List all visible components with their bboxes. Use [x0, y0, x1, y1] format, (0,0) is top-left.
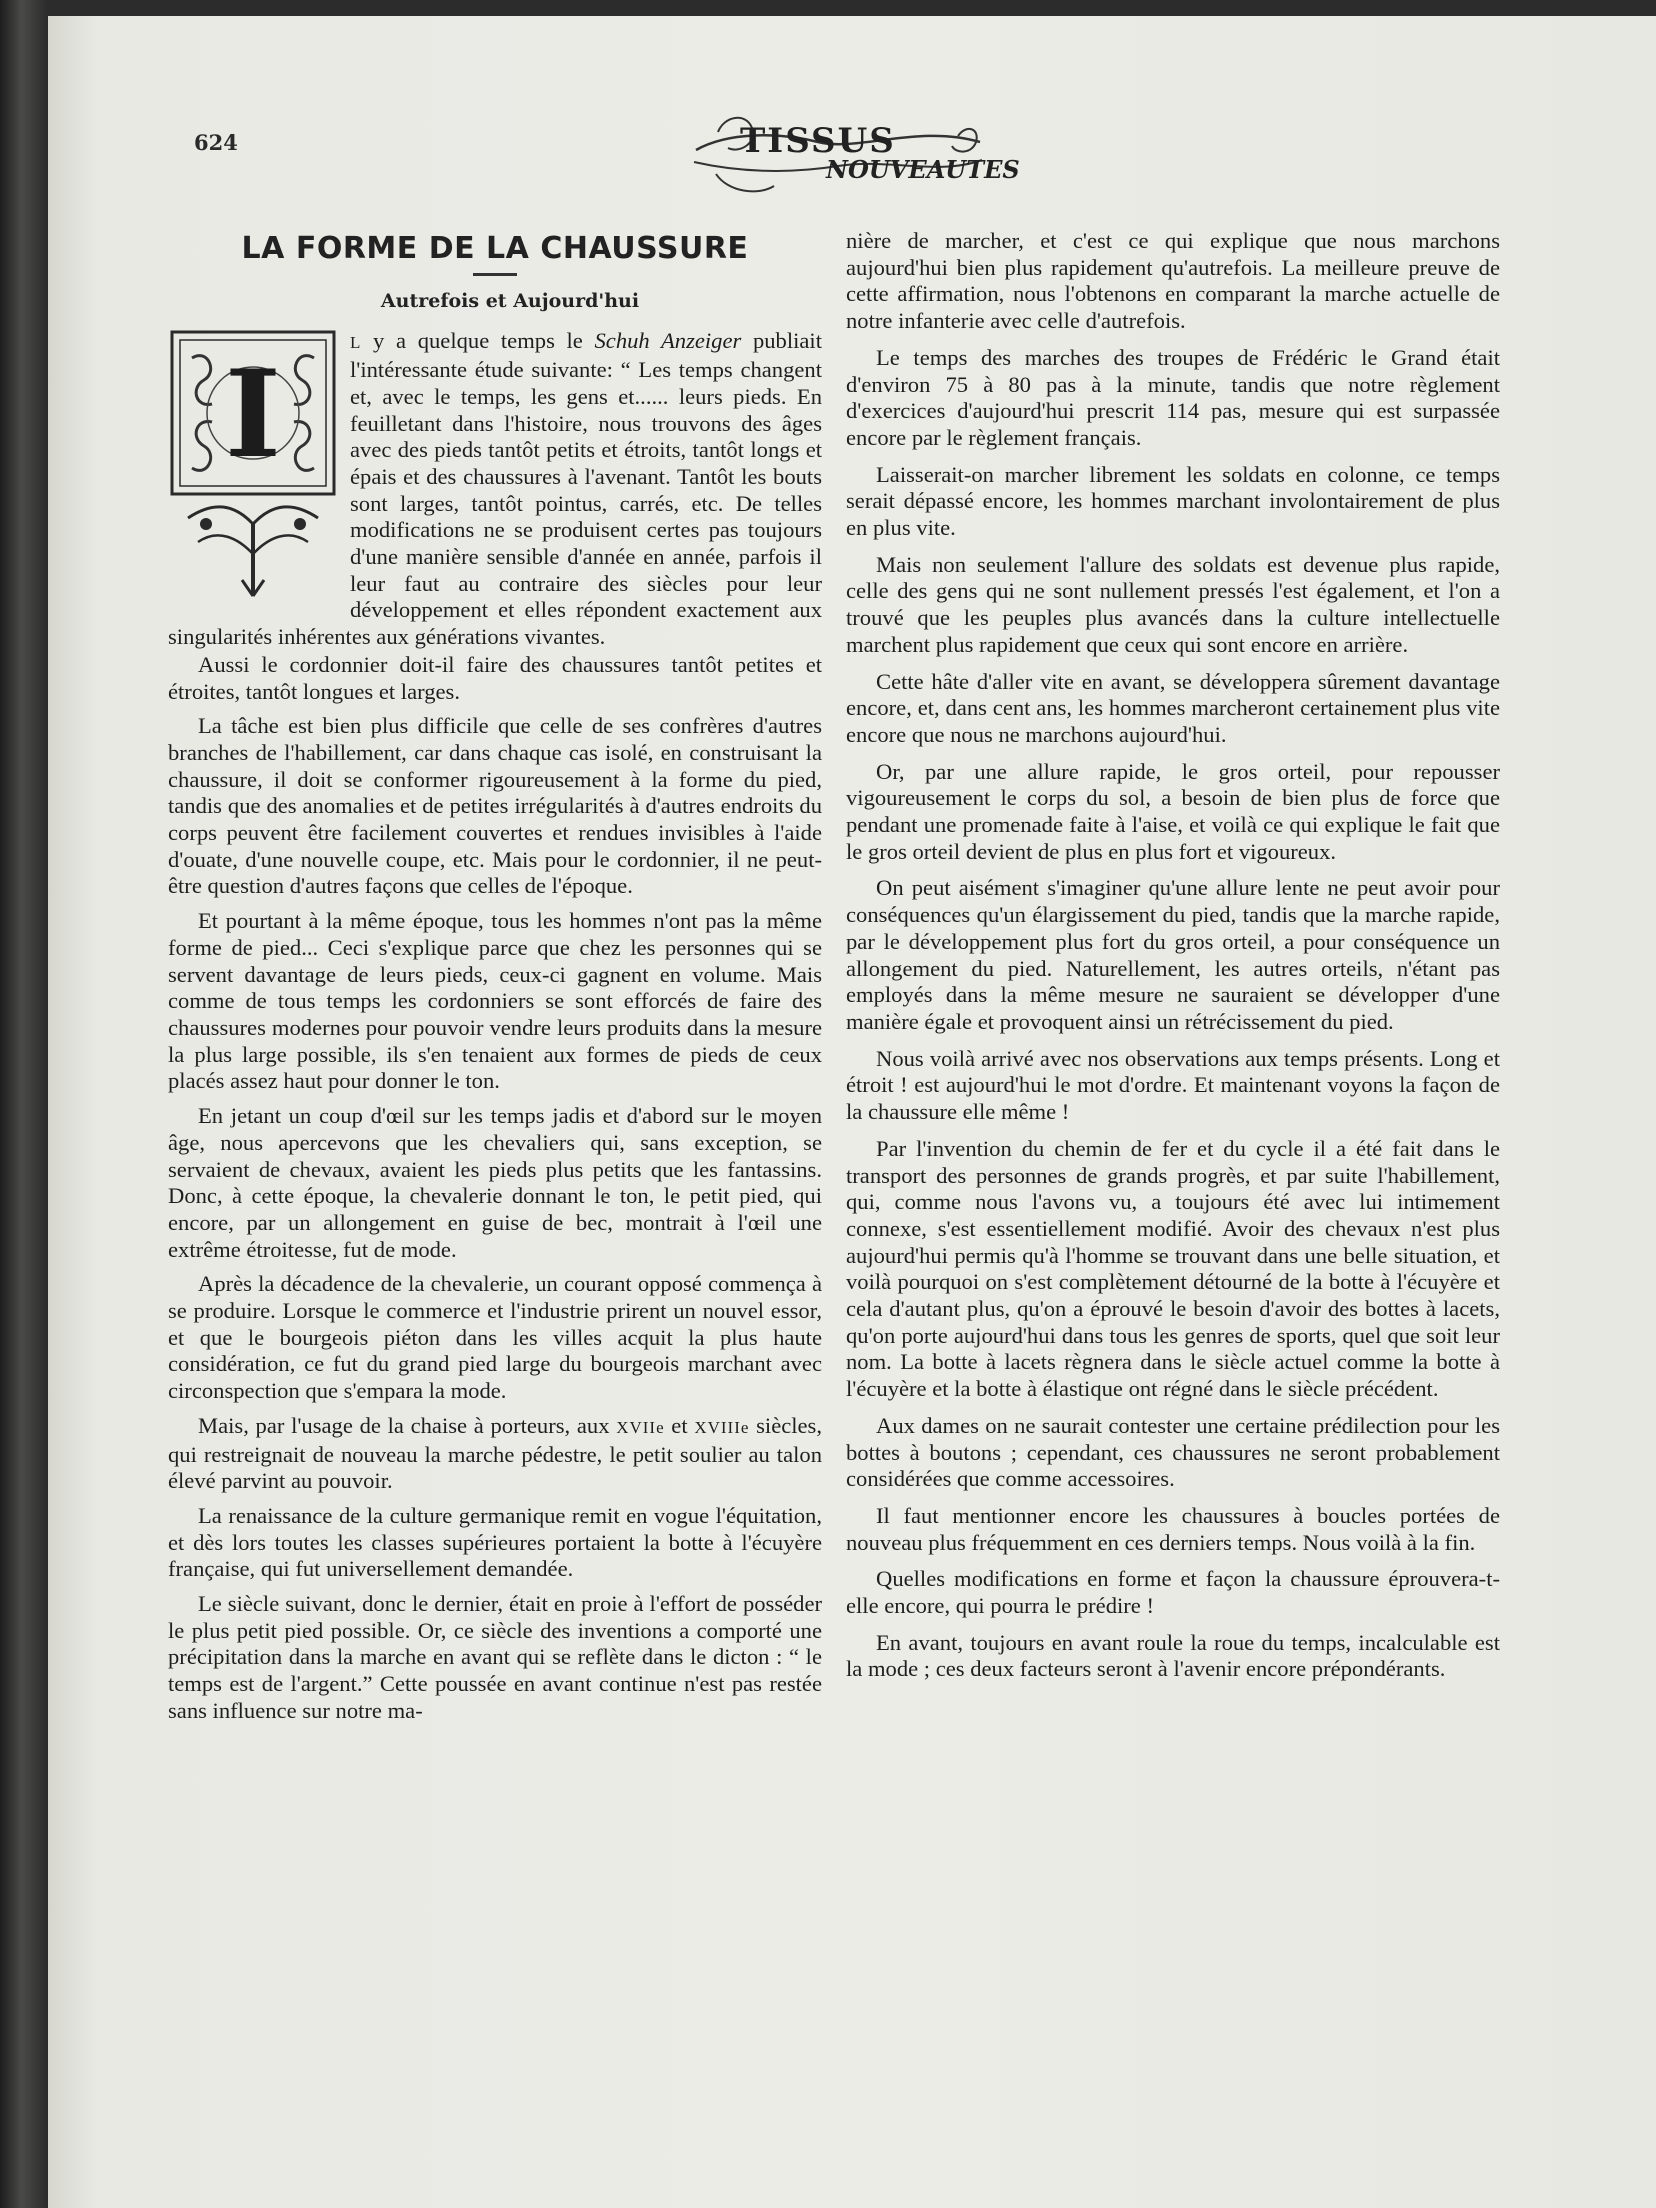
paragraph: Le siècle suivant, donc le dernier, était en proie à l'effort de posséder le plus petit pied possible. Or, ce siècle des inventions a comporté une précipitation dans la marche en avant qui se reflète dans le dicton : “ le temps est de l'argent.” Cette poussée en avant continue n'est pas restée sans influence sur notre ma-	[168, 1591, 822, 1723]
paragraph: Nous voilà arrivé avec nos observations aux temps présents. Long et étroit ! est aujourd'hui le mot d'ordre. Et maintenant voyons la façon de la chaussure elle même !	[846, 1045, 1500, 1125]
source-name: Schuh Anzeiger	[594, 328, 742, 354]
paragraph: Laisserait-on marcher librement les soldats en colonne, ce temps serait dépassé encore, les hommes marchant involontairement de plus en plus vite.	[846, 461, 1500, 541]
title-divider	[473, 273, 517, 276]
column-left	[168, 228, 822, 1726]
paragraph: Quelles modifications en forme et façon la chaussure éprouvera-t-elle encore, qui pourra le prédire !	[846, 1566, 1500, 1619]
paragraph: En avant, toujours en avant roule la roue du temps, incalculable est la mode ; ces deux facteurs seront à l'avenir encore prépondérants.	[846, 1629, 1500, 1682]
book-page	[48, 16, 1656, 2208]
paragraph: Or, par une allure rapide, le gros orteil, pour repousser vigoureusement le corps du sol, a besoin de bien plus de force que pendant une promenade faite à l'aise, et voilà ce qui explique le fait que le gros orteil devient de plus en plus fort et vigoureux.	[846, 758, 1500, 864]
lead-small-cap: L	[350, 333, 362, 353]
article-title: LA FORME DE LA CHAUSSURE	[241, 231, 749, 266]
page-number: 624	[194, 130, 238, 155]
paragraph: Après la décadence de la chevalerie, un courant opposé commença à se produire. Lorsque le commerce et l'industrie prirent un nouvel essor, et que le bourgeois piéton dans les villes acquit la plus haute considération, ce fut du grand pied large du bourgeois marchant avec circonspection que s'empara la mode.	[168, 1271, 822, 1404]
century-label: XVIIIe	[694, 1417, 750, 1437]
paragraph: Aux dames on ne saurait contester une certaine prédilection pour les bottes à boutons ; cependant, ces chaussures ne seront probablement considérées que comme accessoires.	[846, 1412, 1500, 1492]
lead-text-start: y a quelque temps le	[361, 328, 595, 354]
masthead-title: TISSUS	[740, 121, 896, 161]
drop-cap-letter: I	[224, 344, 282, 486]
column-right	[846, 228, 1500, 1693]
paragraph: Le temps des marches des troupes de Frédéric le Grand était d'environ 75 à 80 pas à la minute, tandis que notre règlement d'exercices d'aujourd'hui prescrit 114 pas, mesure qui est surpassée encore par le règlement français.	[846, 344, 1500, 450]
ornamental-initial-icon	[168, 328, 338, 612]
paragraph: La tâche est bien plus difficile que celle de ses confrères d'autres branches de l'habillement, car dans chaque cas isolé, en construisant la chaussure, il doit se conformer rigoureusement à la forme du pied, tandis que des anomalies et de petites irrégularités à d'autres endroits du corps peuvent être facilement couvertes et rendues invisibles à l'aide d'ouate, d'une nouvelle coupe, etc. Mais pour le cordonnier, il ne peut-être question d'autres façons que celles de l'époque.	[168, 713, 822, 899]
paragraph: Cette hâte d'aller vite en avant, se développera sûrement davantage encore, et, dans cent ans, les hommes marcheront certainement plus vite encore que nous ne marchons aujourd'hui.	[846, 668, 1500, 747]
paragraph: La renaissance de la culture germanique remit en vogue l'équitation, et dès lors toutes les classes supérieures portaient la botte à l'écuyère française, qui fut universellement demandée.	[168, 1502, 822, 1582]
paragraph: Il faut mentionner encore les chaussures à boucles portées de nouveau plus fréquemment en ces derniers temps. Nous voilà à la fin.	[846, 1502, 1500, 1555]
masthead-ornament-icon	[688, 102, 1020, 200]
paragraph: Et pourtant à la même époque, tous les hommes n'ont pas la même forme de pied... Ceci s'explique parce que chez les personnes qui se servent davantage de leurs pieds, ceux-ci gagnent en volume. Mais comme de tous temps les cordonniers se sont efforcés de faire des chaussures modernes pour pouvoir vendre leurs produits dans la mesure la plus large possible, ils s'en tenaient aux formes de pieds de ceux placés assez haut pour donner le ton.	[168, 908, 822, 1094]
paragraph: nière de marcher, et c'est ce qui explique que nous marchons aujourd'hui bien plus rapidement qu'autrefois. La meilleure preuve de cette affirmation, nous l'obtenons en comparant la marche actuelle de notre infanterie avec celle d'autrefois.	[846, 228, 1500, 334]
paragraph: Par l'invention du chemin de fer et du cycle il a été fait dans le transport des personnes de grands progrès, et par suite l'habillement, qui, comme nous l'avons vu, a toujours été avec lui intimement connexe, s'est essentiellement modifié. Avoir des chevaux n'est plus aujourd'hui permis qu'à l'homme se trouvant dans une belle situation, et voilà pourquoi on s'est complètement détourné de la botte à l'écuyère et cela d'autant plus, qu'on a éprouvé le besoin d'avoir des bottes à lacets, qu'on porte aujourd'hui dans tous les genres de sports, quel que soit leur nom. La botte à lacets règnera dans le siècle actuel comme la botte à l'écuyère et la botte à élastique ont régné dans le siècle précédent.	[846, 1135, 1500, 1402]
paragraph: Aussi le cordonnier doit-il faire des chaussures tantôt petites et étroites, tantôt longues et larges.	[168, 651, 822, 704]
paragraph: On peut aisément s'imaginer qu'une allure lente ne peut avoir pour conséquences qu'un élargissement du pied, tandis que la marche rapide, par le développement plus fort du gros orteil, a pour conséquence un allongement du pied. Naturellement, les autres orteils, n'étant pas employés dans la même mesure ne sauraient se développer d'une manière égale et provoquent ainsi un rétrécissement du pied.	[846, 875, 1500, 1034]
book-spine	[0, 0, 48, 2208]
century-label: XVIIe	[616, 1417, 665, 1437]
masthead-subtitle: NOUVEAUTES	[826, 155, 1020, 184]
masthead-logo	[688, 102, 1020, 200]
paragraph: Mais, par l'usage de la chaise à porteurs, aux XVIIe et XVIIIe siècles, qui restreignait de nouveau la marche pédestre, le petit soulier au talon élevé parvint au pouvoir.	[168, 1412, 822, 1494]
paragraph: En jetant un coup d'œil sur les temps jadis et d'abord sur le moyen âge, nous apercevons que les chevaliers qui, sans exception, se servaient de chevaux, avaient les pieds plus petits que les fantassins. Donc, à cette époque, la chevalerie donnant le ton, le petit pied, qui encore, par un allongement en guise de bec, montrait à l'œil une extrême étroitesse, fut de mode.	[168, 1103, 822, 1262]
drop-cap	[168, 328, 338, 612]
lead-text-end: publiait l'intéressante étude suivante: “ Les temps changent et, avec le temps, les gens et...... leurs pieds. En feuilletant dans l'histoire, nous trouvons des âges avec des pieds tantôt petits et étroits, tantôt longs et épais et des chaussures à l'avenant. Tantôt les bouts sont larges, tantôt pointus, carrés, etc. De telles modifications ne se produisent certes pas toujours d'une manière sensible d'année en année, parfois il leur faut au contraire des siècles pour leur développement et elles répondent exactement aux singularités inhérentes aux générations vivantes.	[168, 328, 822, 650]
article-subtitle: Autrefois et Aujourd'hui	[380, 289, 640, 312]
paragraph: Mais non seulement l'allure des soldats est devenue plus rapide, celle des gens qui ne sont nullement pressés l'est également, et l'on a trouvé que les peuples plus avancés dans la culture intellectuelle marchent plus rapidement que ceux qui sont encore en arrière.	[846, 551, 1500, 657]
